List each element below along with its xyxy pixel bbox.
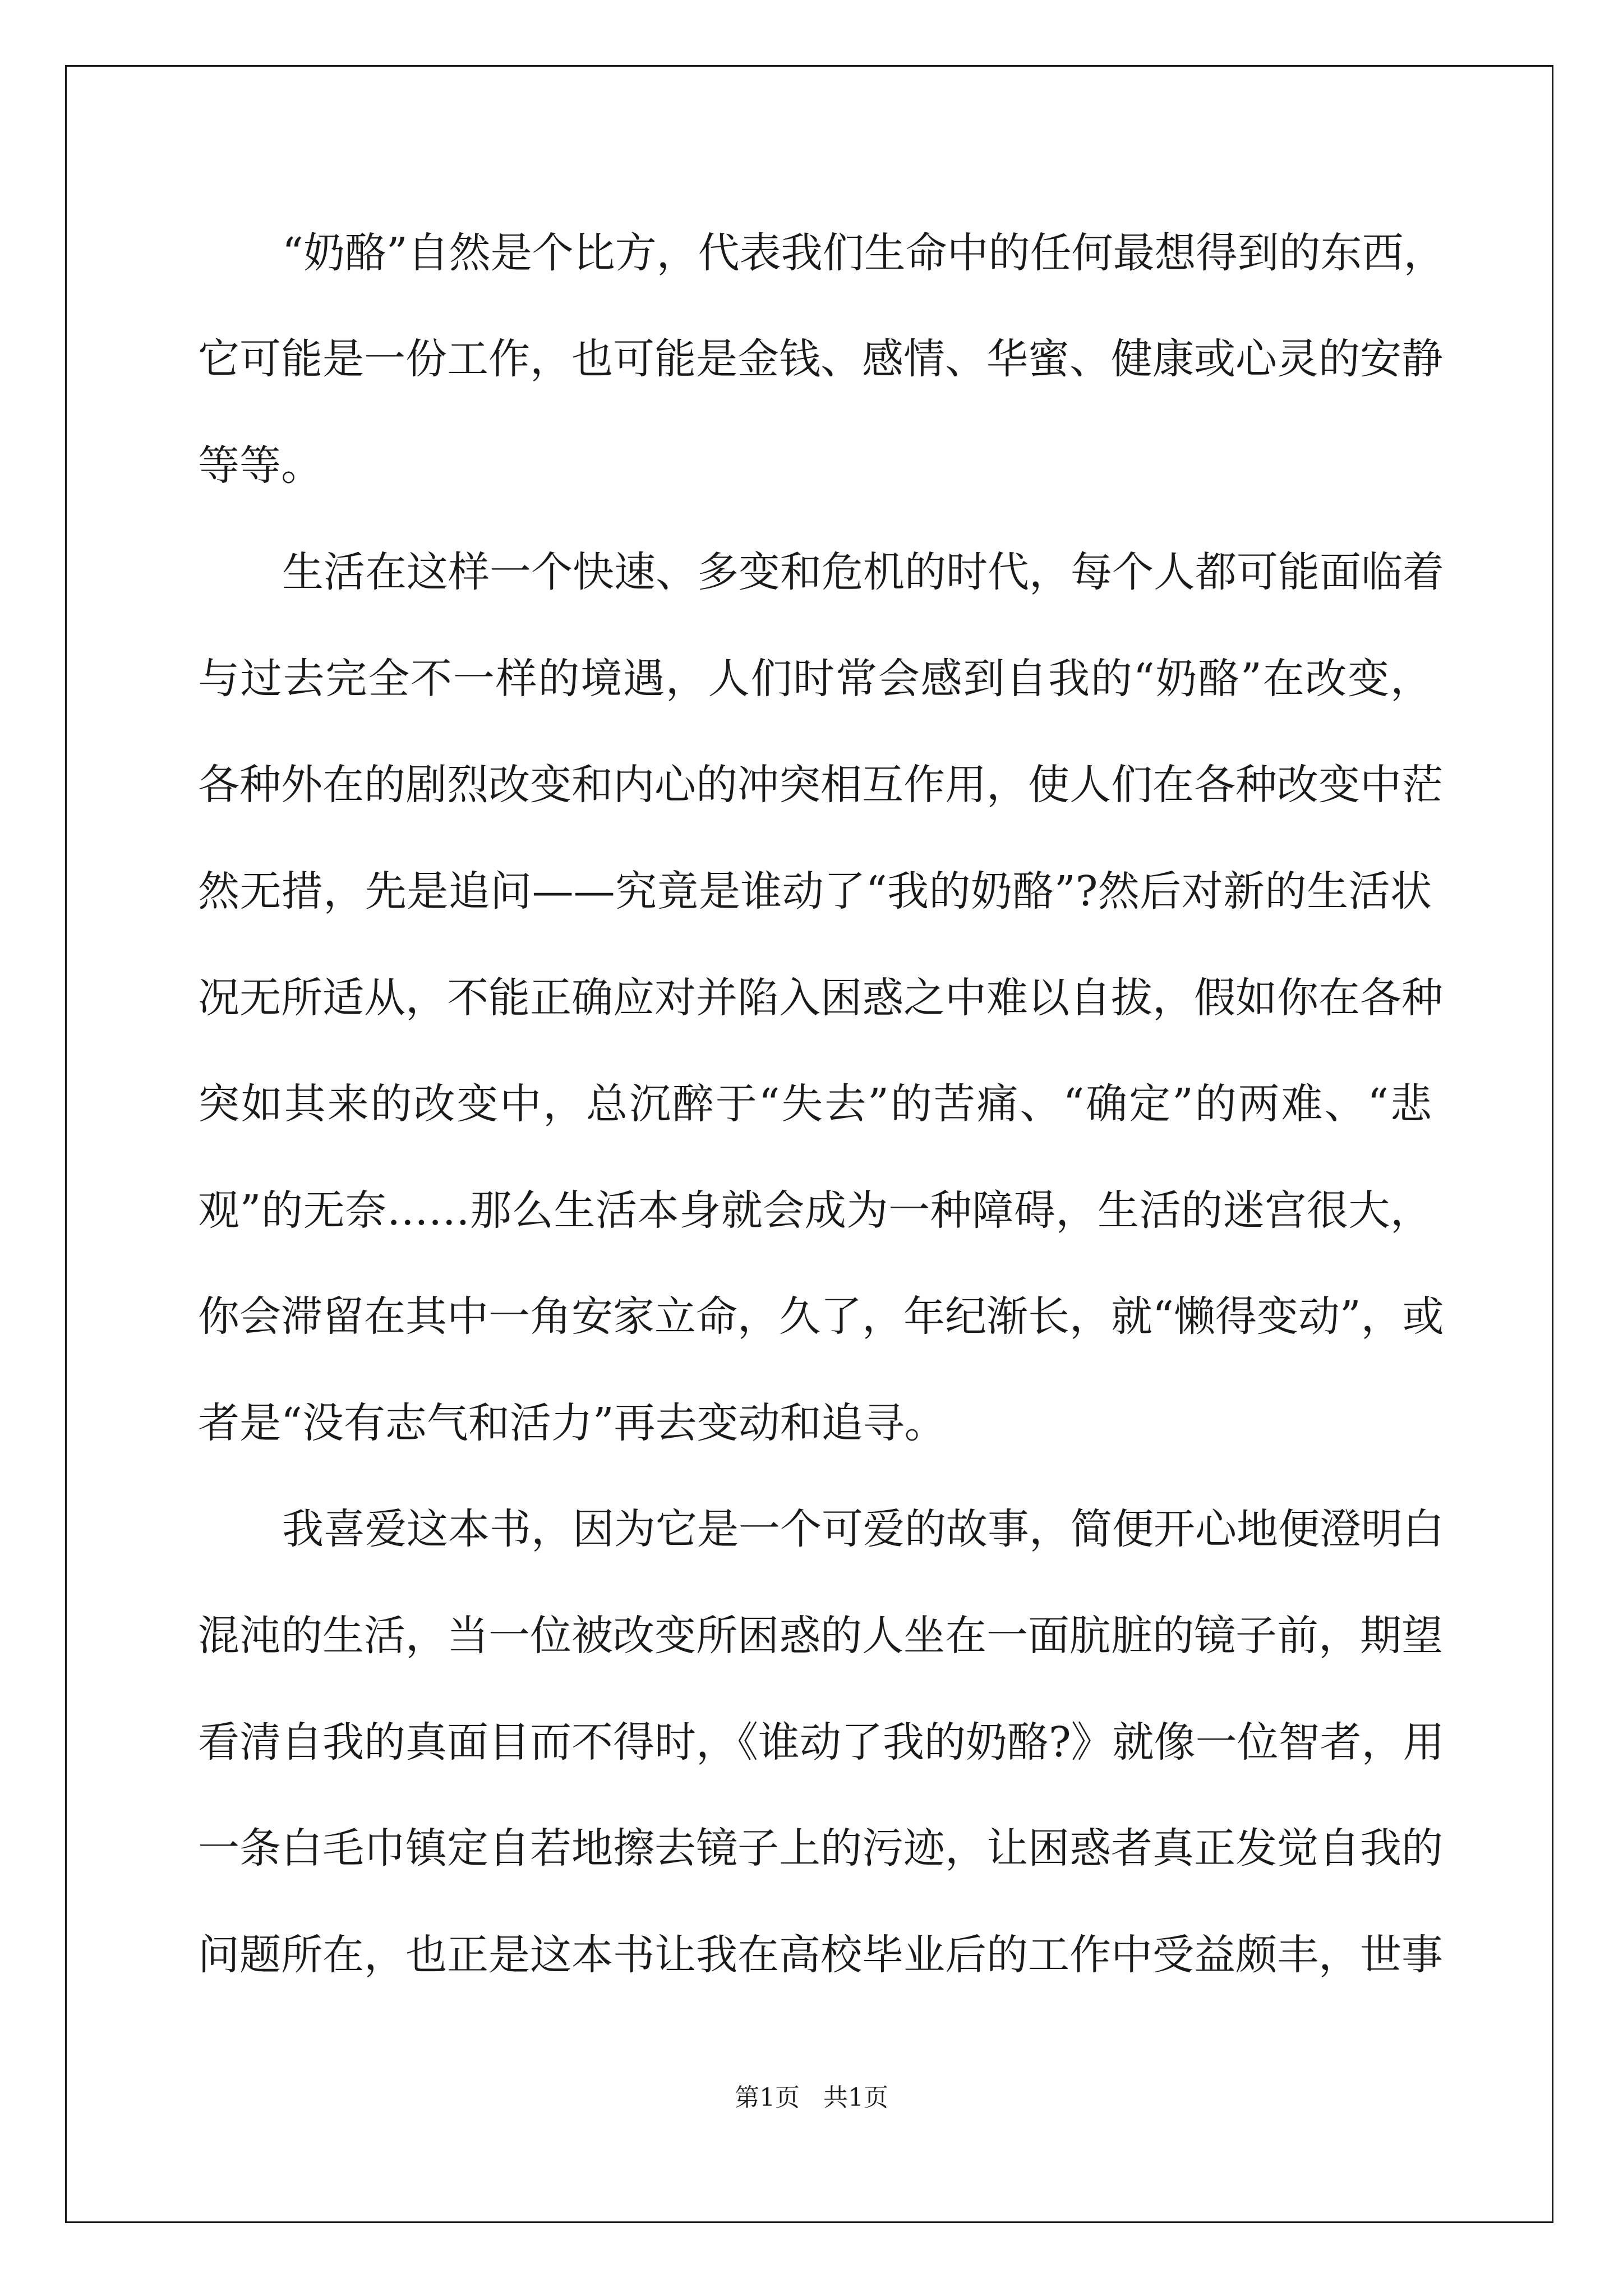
text-line: 等等。	[198, 441, 322, 490]
text-line: “奶酪”自然是个比方，代表我们生命中的任何最想得到的东西，	[282, 229, 1445, 277]
text-line: 生活在这样一个快速、多变和危机的时代，每个人都可能面临着	[282, 548, 1444, 596]
text-line: 观”的无奈……那么生活本身就会成为一种障碍，生活的迷宫很大，	[198, 1186, 1432, 1235]
text-line: 与过去完全不一样的境遇，人们时常会感到自我的“奶酪”在改变，	[198, 655, 1432, 703]
text-line: 问题所在，也正是这本书让我在高校毕业后的工作中受益颇丰，世事	[198, 1931, 1443, 1979]
text-line: 各种外在的剧烈改变和内心的冲突相互作用，使人们在各种改变中茫	[198, 761, 1443, 809]
text-line: 一条白毛巾镇定自若地擦去镜子上的污迹，让困惑者真正发觉自我的	[198, 1824, 1443, 1872]
text-line: 混沌的生活，当一位被改变所困惑的人坐在一面肮脏的镜子前，期望	[198, 1612, 1443, 1660]
text-line: 它可能是一份工作，也可能是金钱、感情、华蜜、健康或心灵的安静	[198, 335, 1443, 383]
text-line: 看清自我的真面目而不得时，《谁动了我的奶酪?》就像一位智者，用	[198, 1718, 1445, 1766]
text-line: 然无措，先是追问——究竟是谁动了“我的奶酪”?然后对新的生活状	[198, 867, 1432, 915]
text-line: 我喜爱这本书，因为它是一个可爱的故事，简便开心地便澄明白	[282, 1505, 1444, 1553]
text-line: 况无所适从，不能正确应对并陷入困惑之中难以自拔，假如你在各种	[198, 974, 1443, 1022]
text-line: 你会滞留在其中一角安家立命，久了，年纪渐长，就“懒得变动”，或	[198, 1292, 1444, 1341]
text-line: 者是“没有志气和活力”再去变动和追寻。	[198, 1399, 946, 1447]
page-footer: 第1页 共1页	[735, 2083, 888, 2112]
text-line: 突如其来的改变中，总沉醉于“失去”的苦痛、“确定”的两难、“悲	[198, 1080, 1432, 1128]
